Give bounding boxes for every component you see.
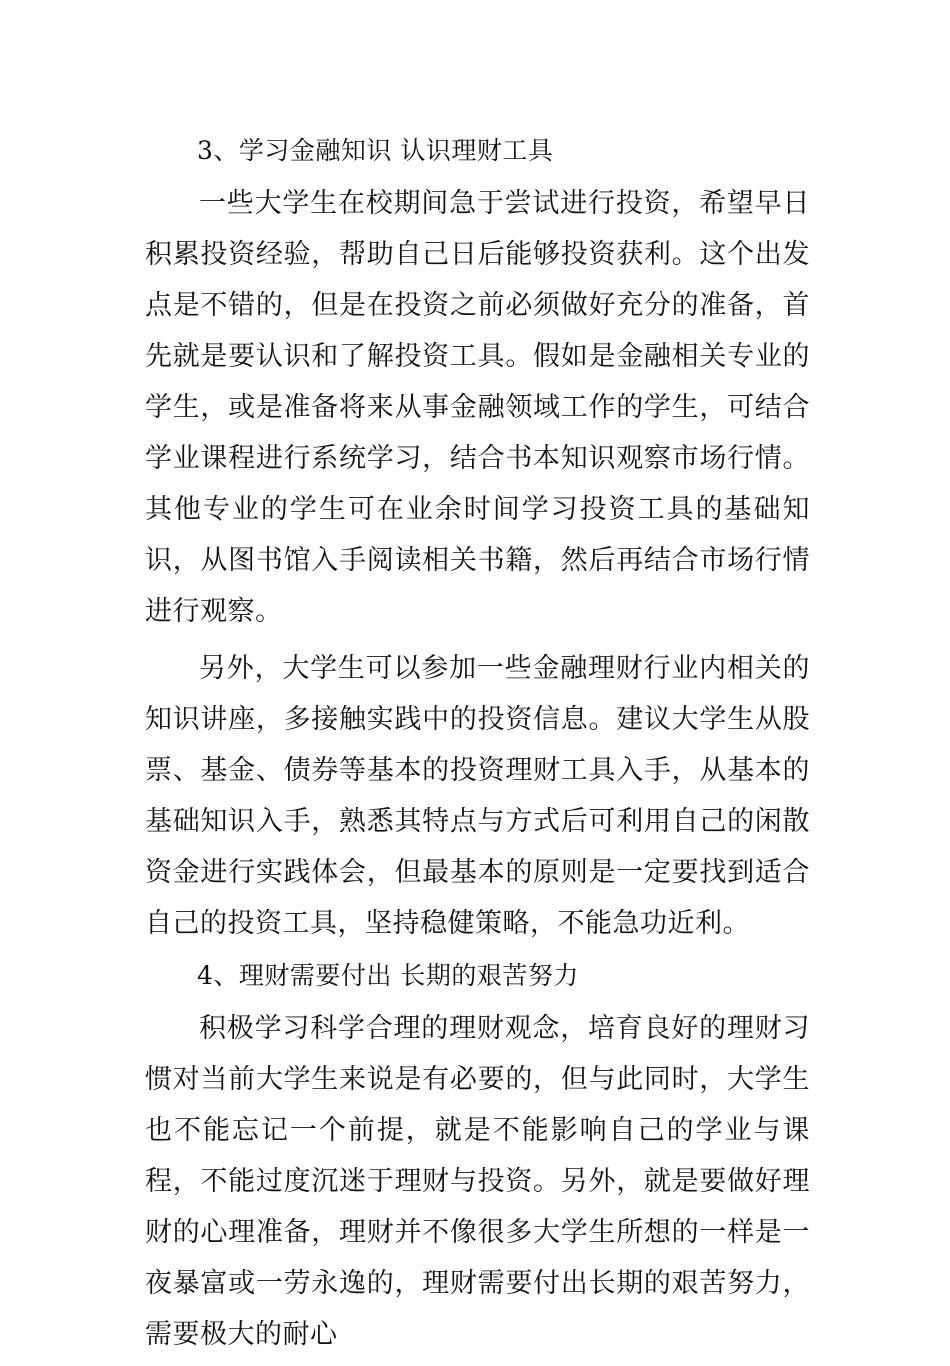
- section-4-paragraph-1: 积极学习科学合理的理财观念，培育良好的理财习惯对当前大学生来说是有必要的，但与此同时，大学生也不能忘记一个前提，就是不能影响自己的学业与课程，不能过度沉迷于理财与投资。另外，就是要做好理财的心理准备，理财并不像很多大学生所想的一样是一夜暴富或一劳永逸的，理财需要付出长期的艰苦努力，需要极大的耐心: [145, 1013, 810, 1350]
- section-4-heading: 4、理财需要付出 长期的艰苦努力: [197, 961, 579, 990]
- document-body: [145, 130, 810, 1366]
- section-3-heading: 3、学习金融知识 认识理财工具: [197, 136, 554, 165]
- section-3-paragraph-1: 一些大学生在校期间急于尝试进行投资，希望早日积累投资经验，帮助自己日后能够投资获利。这个出发点是不错的，但是在投资之前必须做好充分的准备，首先就是要认识和了解投资工具。假如是金融相关专业的学生，或是准备将来从事金融领域工作的学生，可结合学业课程进行系统学习，结合书本知识观察市场行情。其他专业的学生可在业余时间学习投资工具的基础知识，从图书馆入手阅读相关书籍，然后再结合市场行情进行观察。: [145, 188, 810, 627]
- section-3-paragraph-2: 另外，大学生可以参加一些金融理财行业内相关的知识讲座，多接触实践中的投资信息。建议大学生从股票、基金、债券等基本的投资理财工具入手，从基本的基础知识入手，熟悉其特点与方式后可利用自己的闲散资金进行实践体会，但最基本的原则是一定要找到适合自己的投资工具，坚持稳健策略，不能急功近利。: [145, 653, 810, 939]
